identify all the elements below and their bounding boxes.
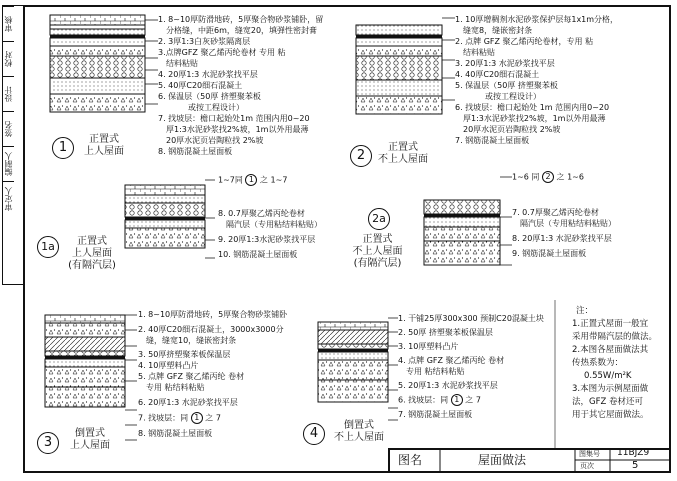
section-4-notes bbox=[398, 313, 544, 420]
title-line: 不上人屋面 bbox=[352, 246, 403, 257]
note-line: 3.点牌GFZ 聚乙烯丙纶卷材 专用 粘 bbox=[158, 48, 286, 57]
note-line: 8. 0.7厚聚乙烯丙纶卷材 bbox=[218, 209, 305, 218]
note-line: 1. 10厚增稠剂水泥砂浆保护层每1x1m分格， bbox=[455, 15, 619, 24]
note-line: 法，GFZ 卷材还可 bbox=[572, 397, 644, 407]
title-line: 不上人屋面 bbox=[378, 154, 428, 165]
atlas-number: 11BJZ9 bbox=[617, 448, 650, 458]
note-line: 8. 钢筋混凝土屋面板 bbox=[138, 429, 213, 438]
section-4-drawing bbox=[318, 318, 398, 420]
general-notes bbox=[572, 305, 657, 422]
title-line: 正置式 bbox=[77, 236, 107, 247]
title-label: 图名 bbox=[398, 453, 423, 467]
note-text: 之 1~6 bbox=[556, 172, 584, 182]
note-line: 厚1:3水泥砂浆找2%坡，1m以外用最薄 bbox=[166, 125, 309, 134]
note-line: 1. 干铺25厚300x300 预制C20混凝土块 bbox=[398, 314, 544, 323]
note-line: 3.本图为示例屋面做 bbox=[572, 384, 649, 394]
note-line: 结料粘贴 bbox=[463, 48, 495, 57]
note-line: 结料粘贴 bbox=[166, 59, 198, 68]
section-1-drawing bbox=[50, 15, 158, 112]
detail-number-3: 3 bbox=[37, 432, 59, 454]
note-line: 3. 50厚挤塑聚苯板保温层 bbox=[138, 350, 231, 359]
note-line: 专用 粘结料粘贴 bbox=[406, 367, 465, 376]
note-line: 0.55W/m²K bbox=[584, 371, 632, 381]
note-line: 4. 10厚塑料凸片 bbox=[138, 361, 199, 370]
note-line: 4. 20厚1:3 水泥砂浆找平层 bbox=[158, 70, 258, 79]
note-text: 1~7同 bbox=[218, 175, 243, 185]
page-label: 页次 bbox=[580, 462, 594, 470]
side-cell: 审定人 bbox=[3, 181, 14, 216]
note-line bbox=[398, 394, 544, 406]
section-2-title bbox=[372, 142, 434, 166]
section-2-notes bbox=[455, 14, 618, 146]
note-text: 之 1~7 bbox=[259, 175, 288, 185]
note-line: 7. 找坡层：檐口起始处1m 范围内用0~20 bbox=[158, 114, 310, 123]
note-line: 或按工程设计） bbox=[188, 103, 244, 112]
detail-number-2a: 2a bbox=[368, 208, 390, 230]
side-cell: 校对 bbox=[3, 41, 14, 76]
note-text: 1~6 同 bbox=[512, 172, 540, 182]
section-2-drawing bbox=[356, 18, 455, 114]
note-line: 2. 50厚 挤塑聚苯板保温层 bbox=[398, 328, 493, 337]
note-line: 或按工程设计） bbox=[485, 92, 541, 101]
title-line: 不上人屋面 bbox=[334, 432, 384, 443]
title-line: 上人屋面 bbox=[72, 248, 112, 259]
note-text: 之 7 bbox=[205, 413, 221, 423]
note-line: 7. 0.7厚聚乙烯丙纶卷材 bbox=[512, 208, 599, 217]
note-line: 缝宽8，缝嵌密封条 bbox=[463, 26, 533, 35]
note-line: 2. 点牌 GFZ 聚乙烯丙纶卷材，专用 粘 bbox=[455, 37, 594, 46]
note-line: 6. 保温层（50厚 挤塑聚苯板 bbox=[158, 92, 261, 101]
note-line: 20厚水泥页岩陶粒找 2%坡 bbox=[463, 125, 561, 134]
title-line: 倒置式 bbox=[75, 428, 105, 439]
note-line: 5. 20厚1:3 水泥砂浆找平层 bbox=[398, 381, 498, 390]
note-line: 10. 钢筋混凝土屋面板 bbox=[218, 250, 298, 259]
note-line: 6. 20厚1:3 水泥砂浆找平层 bbox=[138, 398, 238, 407]
title-line: 正置式 bbox=[388, 142, 418, 153]
detail-number-1: 1 bbox=[52, 137, 74, 159]
note-line: 5. 保温层（50厚 挤塑聚苯板 bbox=[455, 81, 558, 90]
section-1a-same-note bbox=[218, 174, 287, 186]
notes-heading: 注： bbox=[576, 306, 594, 316]
section-2a-notes bbox=[512, 207, 616, 259]
section-1-title bbox=[74, 134, 134, 158]
drawing-title: 屋面做法 bbox=[478, 453, 527, 467]
note-line: 8. 钢筋混凝土屋面板 bbox=[158, 147, 233, 156]
note-line: 厚1:3水泥砂浆找2%坡，1m以外用最薄 bbox=[463, 114, 606, 123]
ref-circle-1: 1 bbox=[245, 174, 257, 186]
note-line: 传热系数为： bbox=[572, 358, 624, 368]
note-line: 缝，缝宽10，缝嵌密封条 bbox=[146, 336, 237, 345]
note-line bbox=[138, 412, 287, 424]
ref-circle-2: 2 bbox=[542, 171, 554, 183]
note-line: 采用带隔汽层的做法。 bbox=[572, 332, 658, 342]
note-line: 1. 8~10厚防滑地砖，5厚聚合物砂浆铺卧，留 bbox=[158, 15, 324, 24]
note-line: 专用 粘结料粘贴 bbox=[146, 383, 205, 392]
note-line: 4. 点牌 GFZ 聚乙烯丙纶 卷材 bbox=[398, 356, 505, 365]
title-line: 倒置式 bbox=[344, 420, 374, 431]
section-1a-drawing bbox=[125, 180, 215, 258]
page-number: 5 bbox=[632, 460, 639, 471]
note-line: 2.本图各屋面做法其 bbox=[572, 345, 649, 355]
section-1a-notes bbox=[218, 208, 322, 260]
note-line: 隔汽层（专用粘结料粘贴） bbox=[520, 219, 616, 228]
note-line: 9. 钢筋混凝土屋面板 bbox=[512, 249, 587, 258]
detail-number-2: 2 bbox=[350, 145, 372, 167]
side-cell: 审核 bbox=[3, 6, 14, 41]
side-cell: 设计 bbox=[3, 76, 14, 111]
title-line: 上人屋面 bbox=[70, 440, 110, 451]
title-line: 正置式 bbox=[89, 134, 119, 145]
title-line: 正置式 bbox=[362, 234, 393, 245]
note-line: 3. 20厚1:3 水泥砂浆找平层 bbox=[455, 59, 555, 68]
section-3-drawing bbox=[45, 315, 137, 440]
note-line: 1. 8~10厚防滑地砖，5厚聚合物砂浆铺卧 bbox=[138, 310, 288, 319]
atlas-number-label: 图集号 bbox=[579, 450, 600, 458]
note-line: 2. 40厚C20细石混凝土，3000x3000分 bbox=[138, 325, 284, 334]
note-line: 20厚水泥页岩陶粒找 2%坡 bbox=[166, 136, 264, 145]
section-2a-drawing bbox=[424, 177, 512, 265]
note-text: 7. 找坡层：同 bbox=[138, 413, 189, 423]
note-line: 3. 10厚塑料凸片 bbox=[398, 342, 459, 351]
ref-circle-1: 1 bbox=[191, 412, 203, 424]
note-line: 隔汽层（专用粘结料粘贴） bbox=[226, 220, 322, 229]
note-line: 5. 点牌 GFZ 聚乙烯丙纶 卷材 bbox=[138, 372, 245, 381]
note-line: 2. 3厚1:3白灰砂浆隔离层 bbox=[158, 37, 251, 46]
title-line: 上人屋面 bbox=[84, 146, 124, 157]
note-line: 用于其它屋面做法。 bbox=[572, 410, 649, 420]
note-line: 8. 20厚1:3 水泥砂浆找平层 bbox=[512, 234, 612, 243]
note-text: 6. 找坡层：同 bbox=[398, 395, 449, 405]
title-line: (有隔汽层) bbox=[353, 258, 402, 269]
note-line: 9. 20厚1:3水泥砂浆找平层 bbox=[218, 235, 316, 244]
section-4-title bbox=[326, 420, 392, 444]
section-3-notes bbox=[138, 309, 287, 439]
section-3-title bbox=[60, 428, 120, 452]
note-line: 7. 钢筋混凝土屋面板 bbox=[398, 410, 473, 419]
section-1a-title bbox=[57, 236, 127, 272]
note-line: 4. 40厚C20细石混凝土 bbox=[455, 70, 540, 79]
note-line: 1.正置式屋面一般宜 bbox=[572, 319, 649, 329]
section-2a-title bbox=[340, 234, 415, 270]
section-1-notes bbox=[158, 14, 323, 157]
side-cell: 签名 bbox=[3, 111, 14, 146]
section-2a-same-note bbox=[512, 171, 584, 183]
note-line: 7. 钢筋混凝土屋面板 bbox=[455, 136, 530, 145]
ref-circle-1: 1 bbox=[451, 394, 463, 406]
note-line: 6. 找坡层：檐口起始处 1m 范围内用0~20 bbox=[455, 103, 610, 112]
side-cell: 编制人 bbox=[3, 146, 14, 181]
note-line: 分格缝，中距6m，缝宽20，填弹性密封膏 bbox=[166, 26, 318, 35]
note-text: 之 7 bbox=[465, 395, 481, 405]
detail-number-1a: 1a bbox=[37, 236, 59, 258]
title-line: (有隔汽层) bbox=[68, 260, 116, 271]
note-line: 5. 40厚C20细石混凝土 bbox=[158, 81, 243, 90]
detail-number-4: 4 bbox=[303, 423, 325, 445]
